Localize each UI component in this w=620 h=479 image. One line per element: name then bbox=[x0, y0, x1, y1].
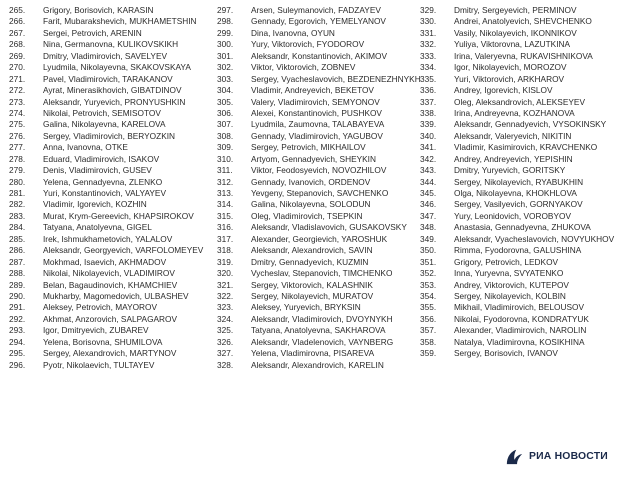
list-item-number: 283. bbox=[9, 210, 26, 221]
list-item bbox=[217, 222, 421, 233]
list-item-name: Yelena, Vladimirovna, PISAREVA bbox=[251, 348, 375, 359]
list-item bbox=[217, 177, 421, 188]
list-item-number: 350. bbox=[420, 245, 437, 256]
list-item-name: Viktor, Viktorovich, ZOBNEV bbox=[251, 62, 356, 73]
list-item-number: 353. bbox=[420, 279, 437, 290]
list-item-number: 270. bbox=[9, 62, 26, 73]
list-item-name: Aleksandr, Valeryevich, NIKITIN bbox=[454, 130, 572, 141]
list-item-name: Yevgeny, Stepanovich, SAVCHENKO bbox=[251, 188, 389, 198]
list-item-name: Andrey, Viktorovich, KUTEPOV bbox=[454, 279, 569, 290]
list-item-name: Vladimir, Andreyevich, BEKETOV bbox=[251, 85, 374, 96]
list-item-number: 299. bbox=[217, 27, 234, 38]
list-item-name: Belan, Bagaudinovich, KHAMCHIEV bbox=[43, 279, 178, 290]
list-item-number: 280. bbox=[9, 176, 26, 187]
list-item bbox=[217, 154, 421, 165]
list-item bbox=[9, 154, 203, 165]
list-item bbox=[9, 165, 203, 176]
list-item-name: Galina, Nikolayevna, KARELOVA bbox=[43, 119, 166, 130]
list-item bbox=[217, 28, 421, 39]
list-item bbox=[217, 245, 421, 256]
list-item-name: Alexei, Konstantinovich, PUSHKOV bbox=[251, 107, 382, 118]
list-item bbox=[217, 360, 421, 371]
list-item bbox=[420, 39, 614, 50]
list-item-number: 328. bbox=[217, 359, 234, 370]
list-item-name: Grigory, Borisovich, KARASIN bbox=[43, 5, 154, 15]
list-item bbox=[420, 62, 614, 73]
list-item bbox=[217, 257, 421, 268]
list-item bbox=[9, 302, 203, 313]
list-item-number: 314. bbox=[217, 199, 234, 210]
list-item-number: 340. bbox=[420, 130, 437, 141]
list-item bbox=[9, 108, 203, 119]
ria-novosti-logo-icon bbox=[506, 448, 523, 465]
list-item-name: Lyudmila, Nikolayevna, SKAKOVSKAYA bbox=[43, 62, 191, 73]
list-item-number: 315. bbox=[217, 210, 234, 221]
list-item-number: 332. bbox=[420, 39, 437, 50]
list-item bbox=[420, 97, 614, 108]
list-item-number: 277. bbox=[9, 142, 26, 153]
list-item-number: 306. bbox=[217, 107, 234, 118]
list-item-number: 285. bbox=[9, 233, 26, 244]
list-item-number: 290. bbox=[9, 290, 26, 301]
list-item bbox=[217, 74, 421, 85]
list-item-name: Nikolai, Petrovich, SEMISOTOV bbox=[43, 107, 161, 118]
list-item bbox=[420, 245, 614, 256]
list-item-name: Rimma, Fyodorovna, GALUSHINA bbox=[454, 245, 582, 256]
list-item-number: 296. bbox=[9, 359, 26, 370]
list-item-name: Olga, Nikolayevna, KHOKHLOVA bbox=[454, 188, 577, 198]
list-item-number: 305. bbox=[217, 96, 234, 107]
list-item-number: 318. bbox=[217, 245, 234, 256]
list-item-name: Sergey, Vasilyevich, GORNYAKOV bbox=[454, 199, 583, 210]
list-item bbox=[217, 234, 421, 245]
list-item-name: Oleg, Aleksandrovich, ALEKSEYEV bbox=[454, 96, 585, 107]
ria-novosti-logo bbox=[506, 448, 608, 465]
list-item-name: Akhmat, Anzorovich, SALPAGAROV bbox=[43, 313, 178, 324]
list-item-number: 320. bbox=[217, 268, 234, 279]
list-item-name: Yury, Viktorovich, FYODOROV bbox=[251, 39, 365, 50]
list-item-name: Nina, Germanovna, KULIKOVSKIKH bbox=[43, 39, 179, 50]
list-item bbox=[420, 16, 614, 27]
list-item-number: 324. bbox=[217, 313, 234, 324]
list-item-name: Gennady, Egorovich, YEMELYANOV bbox=[251, 16, 386, 27]
list-item bbox=[9, 337, 203, 348]
list-item-name: Pavel, Vladimirovich, TARAKANOV bbox=[43, 73, 173, 84]
list-item bbox=[420, 28, 614, 39]
list-item-name: Irina, Andreyevna, KOZHANOVA bbox=[454, 107, 575, 118]
list-item-number: 300. bbox=[217, 39, 234, 50]
list-item-number: 308. bbox=[217, 130, 234, 141]
list-item-name: Sergey, Vyacheslavovich, BEZDENEZHNYKH bbox=[251, 73, 421, 84]
list-item-number: 292. bbox=[9, 313, 26, 324]
list-item-name: Arsen, Suleymanovich, FADZAYEV bbox=[251, 5, 381, 15]
list-item bbox=[9, 97, 203, 108]
list-item-name: Aleksandr, Konstantinovich, AKIMOV bbox=[251, 50, 388, 61]
list-item-name: Aleksandr, Yuryevich, PRONYUSHKIN bbox=[43, 96, 186, 107]
list-item-number: 342. bbox=[420, 153, 437, 164]
list-item bbox=[9, 280, 203, 291]
list-item-number: 316. bbox=[217, 222, 234, 233]
list-item bbox=[420, 199, 614, 210]
list-item-number: 345. bbox=[420, 188, 437, 198]
list-item-number: 272. bbox=[9, 85, 26, 96]
list-item-name: Irek, Ishmukhametovich, YALALOV bbox=[43, 233, 173, 244]
list-item bbox=[9, 325, 203, 336]
list-item-name: Inna, Yuryevna, SVYATENKO bbox=[454, 268, 564, 279]
list-item-number: 267. bbox=[9, 27, 26, 38]
list-item-name: Dmitry, Vladimirovich, SAVELYEV bbox=[43, 50, 168, 61]
list-item bbox=[9, 16, 203, 27]
list-item bbox=[420, 74, 614, 85]
list-item-name: Tatyana, Anatolyevna, GIGEL bbox=[43, 222, 152, 233]
list-item-name: Mikhail, Vladimirovich, BELOUSOV bbox=[454, 302, 585, 313]
list-column-2 bbox=[217, 5, 421, 371]
list-item bbox=[9, 291, 203, 302]
list-item bbox=[9, 234, 203, 245]
list-item-name: Vladimir, Igorevich, KOZHIN bbox=[43, 199, 147, 210]
list-item bbox=[217, 337, 421, 348]
list-item-number: 281. bbox=[9, 188, 26, 198]
list-item-number: 349. bbox=[420, 233, 437, 244]
list-item-name: Andrey, Andreyevich, YEPISHIN bbox=[454, 153, 573, 164]
list-item bbox=[9, 131, 203, 142]
list-item-number: 284. bbox=[9, 222, 26, 233]
list-item-number: 351. bbox=[420, 256, 437, 267]
list-item bbox=[217, 291, 421, 302]
list-item-name: Aleksandr, Georgyevich, VARFOLOMEYEV bbox=[43, 245, 204, 256]
list-item bbox=[420, 291, 614, 302]
list-item-name: Sergey, Nikolayevich, KOLBIN bbox=[454, 290, 566, 301]
list-item-name: Mukharby, Magomedovich, ULBASHEV bbox=[43, 290, 189, 301]
list-item-number: 276. bbox=[9, 130, 26, 141]
list-item-name: Andrei, Anatolyevich, SHEVCHENKO bbox=[454, 16, 592, 27]
list-item-number: 302. bbox=[217, 62, 234, 73]
list-item-name: Yuri, Konstantinovich, VALYAYEV bbox=[43, 188, 166, 198]
list-item-number: 309. bbox=[217, 142, 234, 153]
list-item-name: Aleksandr, Vladelenovich, VAYNBERG bbox=[251, 336, 394, 347]
list-item-number: 317. bbox=[217, 233, 234, 244]
list-item-number: 336. bbox=[420, 85, 437, 96]
list-item-number: 288. bbox=[9, 268, 26, 279]
list-item-name: Igor, Nikolayevich, MOROZOV bbox=[454, 62, 567, 73]
list-item bbox=[420, 188, 614, 199]
list-item-name: Valery, Vladimirovich, SEMYONOV bbox=[251, 96, 380, 107]
list-item bbox=[9, 28, 203, 39]
list-item bbox=[420, 142, 614, 153]
list-item bbox=[217, 268, 421, 279]
list-item bbox=[420, 154, 614, 165]
list-item-name: Viktor, Feodosyevich, NOVOZHILOV bbox=[251, 165, 387, 176]
logo-text: РИА НОВОСТИ bbox=[529, 451, 608, 462]
list-item-name: Aleksandr, Alexandrovich, SAVIN bbox=[251, 245, 373, 256]
list-item-name: Irina, Valeryevna, RUKAVISHNIKOVA bbox=[454, 50, 593, 61]
list-item bbox=[9, 74, 203, 85]
list-item-name: Gennady, Vladimirovich, YAGUBOV bbox=[251, 130, 383, 141]
list-item-name: Aleksandr, Alexandrovich, KARELIN bbox=[251, 359, 384, 370]
list-item-name: Ayrat, Minerasikhovich, GIBATDINOV bbox=[43, 85, 182, 96]
list-item-number: 304. bbox=[217, 85, 234, 96]
list-item bbox=[9, 62, 203, 73]
list-item-name: Yuri, Viktorovich, ARKHAROV bbox=[454, 73, 565, 84]
list-item bbox=[217, 97, 421, 108]
list-item-name: Nikolai, Fyodorovna, KONDRATYUK bbox=[454, 313, 589, 324]
list-item bbox=[420, 5, 614, 16]
list-item-number: 278. bbox=[9, 153, 26, 164]
list-item-name: Grigory, Petrovich, LEDKOV bbox=[454, 256, 559, 267]
list-item bbox=[420, 211, 614, 222]
list-item-name: Nikolai, Nikolayevich, VLADIMIROV bbox=[43, 268, 175, 279]
list-item bbox=[420, 108, 614, 119]
list-item-name: Dmitry, Sergeyevich, PERMINOV bbox=[454, 5, 577, 15]
list-item-name: Dmitry, Gennadyevich, KUZMIN bbox=[251, 256, 369, 267]
list-item bbox=[217, 280, 421, 291]
list-item bbox=[420, 119, 614, 130]
list-item bbox=[217, 188, 421, 199]
list-item bbox=[9, 222, 203, 233]
list-item-number: 335. bbox=[420, 73, 437, 84]
list-item-number: 338. bbox=[420, 107, 437, 118]
list-item-name: Anastasia, Gennadyevna, ZHUKOVA bbox=[454, 222, 591, 233]
list-item bbox=[217, 16, 421, 27]
list-item-number: 319. bbox=[217, 256, 234, 267]
list-item-number: 273. bbox=[9, 96, 26, 107]
list-item-number: 310. bbox=[217, 153, 234, 164]
list-item-number: 356. bbox=[420, 313, 437, 324]
list-item-number: 307. bbox=[217, 119, 234, 130]
list-item bbox=[420, 257, 614, 268]
list-item-number: 287. bbox=[9, 256, 26, 267]
list-item-name: Yury, Leonidovich, VOROBYOV bbox=[454, 210, 571, 221]
list-item-name: Pyotr, Nikolaevich, TULTAYEV bbox=[43, 359, 155, 370]
list-item-name: Igor, Dmitryevich, ZUBAREV bbox=[43, 325, 149, 336]
list-item-number: 286. bbox=[9, 245, 26, 256]
list-item-number: 294. bbox=[9, 336, 26, 347]
list-item-number: 312. bbox=[217, 176, 234, 187]
list-item bbox=[420, 131, 614, 142]
list-item-name: Aleksandr, Vyacheslavovich, NOVYUKHOV bbox=[454, 233, 615, 244]
list-item-number: 289. bbox=[9, 279, 26, 290]
list-item-number: 279. bbox=[9, 165, 26, 176]
list-item bbox=[9, 177, 203, 188]
list-item-number: 323. bbox=[217, 302, 234, 313]
list-item-number: 330. bbox=[420, 16, 437, 27]
list-item-number: 275. bbox=[9, 119, 26, 130]
list-item-name: Sergey, Vladimirovich, BERYOZKIN bbox=[43, 130, 176, 141]
list-item-name: Galina, Nikolayevna, SOLODUN bbox=[251, 199, 371, 210]
list-item-number: 334. bbox=[420, 62, 437, 73]
list-item-number: 291. bbox=[9, 302, 26, 313]
list-item-name: Sergey, Nikolayevich, MURATOV bbox=[251, 290, 374, 301]
list-item-number: 274. bbox=[9, 107, 26, 118]
list-item-name: Artyom, Gennadyevich, SHEYKIN bbox=[251, 153, 376, 164]
list-item bbox=[217, 348, 421, 359]
list-item bbox=[9, 314, 203, 325]
list-item-name: Sergey, Viktorovich, KALASHNIK bbox=[251, 279, 373, 290]
list-item bbox=[420, 51, 614, 62]
list-item-name: Anna, Ivanovna, OTKE bbox=[43, 142, 128, 153]
list-item bbox=[217, 119, 421, 130]
list-item-name: Aleksandr, Vladislavovich, GUSAKOVSKY bbox=[251, 222, 407, 233]
list-item-number: 271. bbox=[9, 73, 26, 84]
list-item-number: 343. bbox=[420, 165, 437, 176]
list-item-name: Natalya, Vladimirovna, KOSIKHINA bbox=[454, 336, 585, 347]
list-item-name: Sergei, Petrovich, ARENIN bbox=[43, 27, 142, 38]
list-item bbox=[420, 337, 614, 348]
list-item-number: 339. bbox=[420, 119, 437, 130]
list-item-name: Sergey, Alexandrovich, MARTYNOV bbox=[43, 348, 177, 359]
list-item-number: 344. bbox=[420, 176, 437, 187]
list-item bbox=[9, 211, 203, 222]
list-item-number: 341. bbox=[420, 142, 437, 153]
list-item bbox=[420, 302, 614, 313]
list-column-3 bbox=[420, 5, 614, 360]
list-item-number: 269. bbox=[9, 50, 26, 61]
list-item-name: Aleksey, Petrovich, MAYOROV bbox=[43, 302, 158, 313]
list-item bbox=[9, 348, 203, 359]
list-item bbox=[9, 119, 203, 130]
list-item-number: 266. bbox=[9, 16, 26, 27]
list-item bbox=[9, 39, 203, 50]
list-item bbox=[420, 165, 614, 176]
list-item bbox=[217, 165, 421, 176]
list-item bbox=[420, 177, 614, 188]
list-item-number: 313. bbox=[217, 188, 234, 198]
list-item bbox=[9, 142, 203, 153]
list-item bbox=[9, 257, 203, 268]
list-item-number: 311. bbox=[217, 165, 233, 176]
list-item-number: 321. bbox=[217, 279, 234, 290]
list-item-number: 358. bbox=[420, 336, 437, 347]
list-item-name: Eduard, Vladimirovich, ISAKOV bbox=[43, 153, 160, 164]
list-item-number: 325. bbox=[217, 325, 234, 336]
list-item-number: 357. bbox=[420, 325, 437, 336]
list-item bbox=[217, 85, 421, 96]
list-item-name: Andrey, Igorevich, KISLOV bbox=[454, 85, 553, 96]
list-item-name: Murat, Krym-Gereevich, KHAPSIROKOV bbox=[43, 210, 194, 221]
list-item-number: 301. bbox=[217, 50, 234, 61]
list-item bbox=[217, 62, 421, 73]
list-item bbox=[420, 325, 614, 336]
list-item-number: 327. bbox=[217, 348, 234, 359]
list-item-name: Yuliya, Viktorovna, LAZUTKINA bbox=[454, 39, 571, 50]
list-item-name: Dina, Ivanovna, OYUN bbox=[251, 27, 335, 38]
list-item-number: 322. bbox=[217, 290, 234, 301]
list-item bbox=[9, 360, 203, 371]
list-item-number: 352. bbox=[420, 268, 437, 279]
list-item bbox=[420, 314, 614, 325]
list-item-number: 326. bbox=[217, 336, 234, 347]
list-item bbox=[217, 108, 421, 119]
list-item bbox=[217, 142, 421, 153]
list-item-name: Farit, Mubarakshevich, MUKHAMETSHIN bbox=[43, 16, 197, 27]
list-item bbox=[217, 211, 421, 222]
list-item bbox=[217, 39, 421, 50]
list-item-name: Lyudmila, Zaumovna, TALABAYEVA bbox=[251, 119, 385, 130]
list-item-name: Dmitry, Yuryevich, GORITSKY bbox=[454, 165, 566, 176]
list-item-number: 359. bbox=[420, 348, 437, 359]
list-item-number: 355. bbox=[420, 302, 437, 313]
list-item-name: Vladimir, Kasimirovich, KRAVCHENKO bbox=[454, 142, 598, 153]
list-item bbox=[217, 51, 421, 62]
list-item-name: Aleksandr, Vladimirovich, DVOYNYKH bbox=[251, 313, 393, 324]
list-item-number: 337. bbox=[420, 96, 437, 107]
list-item-number: 293. bbox=[9, 325, 26, 336]
list-item-name: Yelena, Borisovna, SHUMILOVA bbox=[43, 336, 163, 347]
list-item bbox=[9, 51, 203, 62]
list-item-number: 295. bbox=[9, 348, 26, 359]
list-item-number: 265. bbox=[9, 5, 26, 15]
list-item bbox=[9, 199, 203, 210]
list-item-name: Vasily, Nikolayevich, IKONNIKOV bbox=[454, 27, 577, 38]
list-item-name: Aleksey, Yuryevich, BRYKSIN bbox=[251, 302, 361, 313]
list-item bbox=[217, 302, 421, 313]
list-item-name: Alexander, Vladimirovich, NAROLIN bbox=[454, 325, 587, 336]
list-item-number: 354. bbox=[420, 290, 437, 301]
list-item-number: 303. bbox=[217, 73, 234, 84]
list-item-name: Mokhmad, Isaevich, AKHMADOV bbox=[43, 256, 167, 267]
list-item bbox=[9, 268, 203, 279]
list-item bbox=[217, 314, 421, 325]
list-item bbox=[9, 5, 203, 16]
list-item bbox=[217, 131, 421, 142]
list-item-name: Vycheslav, Stepanovich, TIMCHENKO bbox=[251, 268, 393, 279]
list-item-name: Sergey, Nikolayevich, RYABUKHIN bbox=[454, 176, 584, 187]
list-item bbox=[9, 245, 203, 256]
list-item bbox=[9, 85, 203, 96]
list-item bbox=[420, 268, 614, 279]
list-item-name: Alexander, Georgievich, YAROSHUK bbox=[251, 233, 388, 244]
list-item bbox=[420, 348, 614, 359]
list-item bbox=[217, 5, 421, 16]
list-item bbox=[420, 85, 614, 96]
list-item bbox=[420, 280, 614, 291]
list-item-number: 268. bbox=[9, 39, 26, 50]
list-item bbox=[420, 234, 614, 245]
list-item-name: Denis, Vladimirovich, GUSEV bbox=[43, 165, 152, 176]
list-item-number: 346. bbox=[420, 199, 437, 210]
list-item-name: Sergey, Borisovich, IVANOV bbox=[454, 348, 558, 359]
list-item-name: Oleg, Vladimirovich, TSEPKIN bbox=[251, 210, 363, 221]
list-item-number: 282. bbox=[9, 199, 26, 210]
list-item bbox=[217, 325, 421, 336]
list-column-1 bbox=[9, 5, 203, 371]
list-item-name: Gennady, Ivanovich, ORDENOV bbox=[251, 176, 371, 187]
list-item-number: 333. bbox=[420, 50, 437, 61]
list-item-number: 347. bbox=[420, 210, 437, 221]
list-item-number: 348. bbox=[420, 222, 437, 233]
list-item-name: Sergey, Petrovich, MIKHAILOV bbox=[251, 142, 366, 153]
list-item bbox=[217, 199, 421, 210]
list-item-name: Aleksandr, Gennadyevich, VYSOKINSKY bbox=[454, 119, 607, 130]
list-item bbox=[420, 222, 614, 233]
list-item-number: 297. bbox=[217, 5, 234, 15]
list-item-name: Yelena, Gennadyevna, ZLENKO bbox=[43, 176, 163, 187]
list-item-number: 329. bbox=[420, 5, 437, 15]
list-item bbox=[9, 188, 203, 199]
list-item-name: Tatyana, Anatolyevna, SAKHAROVA bbox=[251, 325, 386, 336]
list-item-number: 298. bbox=[217, 16, 234, 27]
list-item-number: 331. bbox=[420, 27, 437, 38]
